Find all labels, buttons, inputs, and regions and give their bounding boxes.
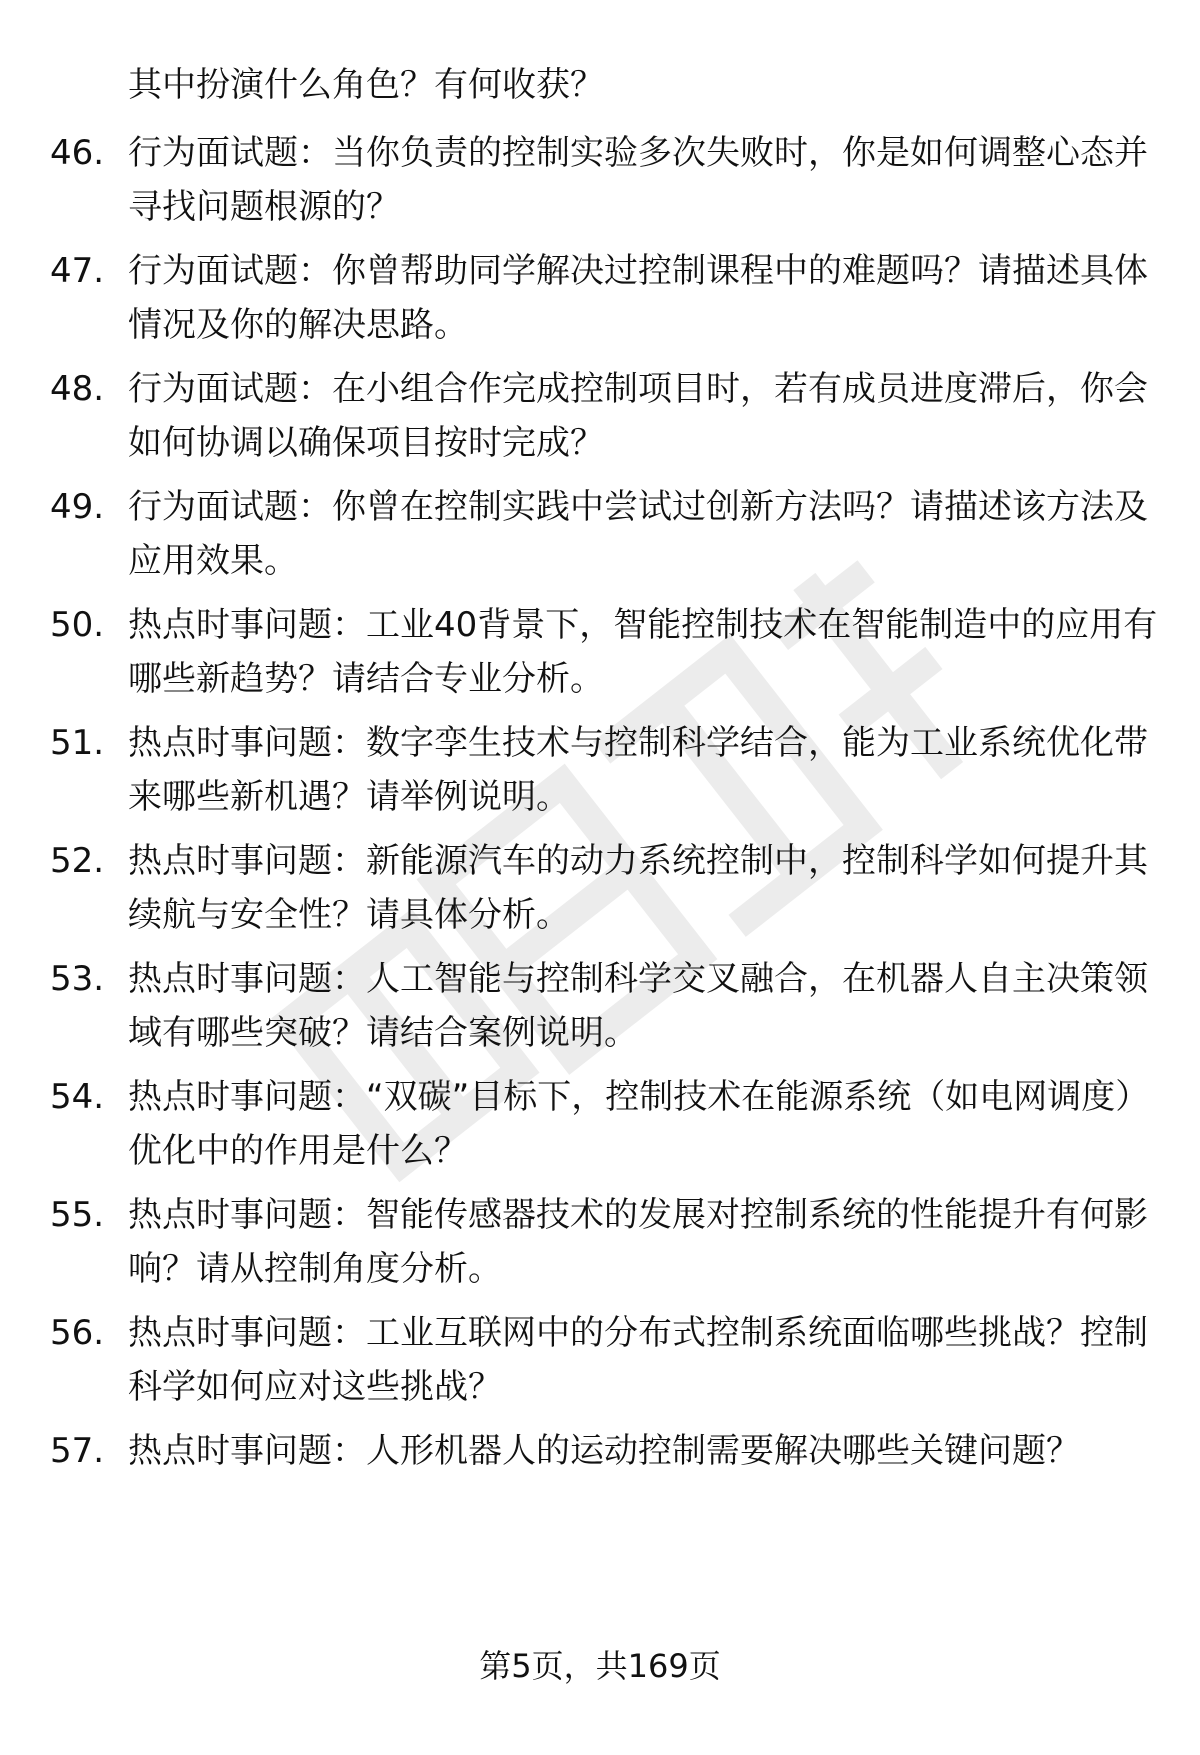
question-item [50, 952, 1160, 1060]
question-item [50, 1188, 1160, 1296]
question-text: 热点时事问题：人工智能与控制科学交叉融合，在机器人自主决策领域有哪些突破？请结合案例说明。 [128, 959, 1148, 1053]
page-number-footer: 第5页，共169页 [479, 1647, 721, 1685]
question-number: 52. [50, 841, 105, 881]
question-number: 51. [50, 723, 105, 763]
question-number: 49. [50, 487, 105, 527]
question-number: 53. [50, 959, 105, 999]
question-text: 行为面试题：当你负责的控制实验多次失败时，你是如何调整心态并寻找问题根源的？ [128, 133, 1148, 227]
question-item [50, 480, 1160, 588]
question-number: 46. [50, 133, 105, 173]
question-text: 热点时事问题：人形机器人的运动控制需要解决哪些关键问题？ [128, 1431, 1080, 1471]
question-item [50, 126, 1160, 234]
question-number: 56. [50, 1313, 105, 1353]
question-item [50, 1306, 1160, 1414]
question-text: 热点时事问题：工业互联网中的分布式控制系统面临哪些挑战？控制科学如何应对这些挑战？ [128, 1313, 1148, 1407]
question-text: 热点时事问题：智能传感器技术的发展对控制系统的性能提升有何影响？请从控制角度分析。 [128, 1195, 1148, 1289]
question-text: 行为面试题：你曾帮助同学解决过控制课程中的难题吗？请描述具体情况及你的解决思路。 [128, 251, 1148, 345]
question-item [50, 834, 1160, 942]
question-number: 54. [50, 1077, 105, 1117]
question-number: 48. [50, 369, 105, 409]
question-text: 热点时事问题：工业40背景下，智能控制技术在智能制造中的应用有哪些新趋势？请结合专业分析。 [128, 605, 1158, 699]
question-item [50, 1070, 1160, 1178]
question-item [50, 598, 1160, 706]
question-item [50, 362, 1160, 470]
question-text: 行为面试题：你曾在控制实践中尝试过创新方法吗？请描述该方法及应用效果。 [128, 487, 1148, 581]
question-text: 热点时事问题：数字孪生技术与控制科学结合，能为工业系统优化带来哪些新机遇？请举例说明。 [128, 723, 1148, 817]
question-text: 热点时事问题：“双碳”目标下，控制技术在能源系统（如电网调度）优化中的作用是什么？ [128, 1077, 1150, 1171]
question-number: 50. [50, 605, 105, 645]
question-number: 57. [50, 1431, 105, 1471]
question-text: 热点时事问题：新能源汽车的动力系统控制中，控制科学如何提升其续航与安全性？请具体分析。 [128, 841, 1148, 935]
question-item [50, 244, 1160, 352]
question-number: 47. [50, 251, 105, 291]
question-text: 行为面试题：在小组合作完成控制项目时，若有成员进度滞后，你会如何协调以确保项目按时完成？ [128, 369, 1148, 463]
question-item [50, 716, 1160, 824]
question-number: 55. [50, 1195, 105, 1235]
continuation-text: 其中扮演什么角色？有何收获？ [128, 65, 604, 105]
question-item [50, 1424, 1160, 1478]
